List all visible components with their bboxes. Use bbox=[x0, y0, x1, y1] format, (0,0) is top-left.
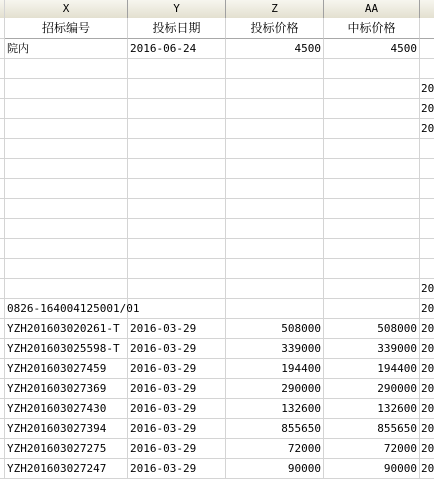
cell-bid-date[interactable] bbox=[128, 139, 226, 159]
cell-bid-number[interactable] bbox=[5, 79, 128, 99]
cell-bid-price[interactable]: 855650 bbox=[226, 419, 324, 439]
cell-win-price[interactable]: 508000 bbox=[324, 319, 420, 339]
cell-win-price[interactable]: 339000 bbox=[324, 339, 420, 359]
table-row bbox=[0, 459, 434, 479]
cell-bid-price[interactable]: 194400 bbox=[226, 359, 324, 379]
header-cell-bid-number[interactable]: 招标编号 bbox=[5, 18, 128, 39]
table-row bbox=[0, 319, 434, 339]
cell-ab[interactable] bbox=[420, 239, 434, 259]
cell-bid-date[interactable]: 2016-06-24 bbox=[128, 39, 226, 59]
cell-bid-date[interactable]: 2016-03-29 bbox=[128, 439, 226, 459]
cell-bid-price[interactable] bbox=[226, 79, 324, 99]
cell-bid-price[interactable] bbox=[226, 159, 324, 179]
table-row bbox=[0, 219, 434, 239]
cell-ab[interactable]: 20 bbox=[420, 379, 434, 399]
cell-bid-price[interactable] bbox=[226, 99, 324, 119]
cell-win-price[interactable] bbox=[324, 199, 420, 219]
cell-bid-number[interactable]: YZH201603027275 bbox=[5, 439, 128, 459]
table-row bbox=[0, 299, 434, 319]
table-row bbox=[0, 339, 434, 359]
cell-win-price[interactable] bbox=[324, 59, 420, 79]
column-header-x[interactable]: X bbox=[5, 0, 128, 18]
cell-win-price[interactable] bbox=[324, 299, 420, 319]
cell-win-price[interactable] bbox=[324, 139, 420, 159]
column-header-aa[interactable]: AA bbox=[324, 0, 420, 18]
table-row bbox=[0, 199, 434, 219]
cell-bid-price[interactable] bbox=[226, 239, 324, 259]
cell-bid-number[interactable]: YZH201603027394 bbox=[5, 419, 128, 439]
cell-ab[interactable]: 20 bbox=[420, 459, 434, 479]
cell-win-price[interactable]: 4500 bbox=[324, 39, 420, 59]
cell-ab[interactable]: 20 bbox=[420, 419, 434, 439]
header-cell-win-price[interactable]: 中标价格 bbox=[324, 18, 420, 39]
table-row bbox=[0, 259, 434, 279]
cell-bid-price[interactable] bbox=[226, 59, 324, 79]
cell-bid-date[interactable] bbox=[128, 299, 226, 319]
cell-bid-number[interactable] bbox=[5, 279, 128, 299]
cell-bid-date[interactable] bbox=[128, 59, 226, 79]
cell-bid-date[interactable]: 2016-03-29 bbox=[128, 399, 226, 419]
cell-ab[interactable]: 20 bbox=[420, 99, 434, 119]
table-row bbox=[0, 359, 434, 379]
cell-bid-number[interactable]: YZH201603020261-T bbox=[5, 319, 128, 339]
cell-bid-date[interactable]: 2016-03-29 bbox=[128, 319, 226, 339]
cell-bid-number[interactable]: YZH201603027369 bbox=[5, 379, 128, 399]
cell-ab[interactable] bbox=[420, 219, 434, 239]
cell-bid-price[interactable] bbox=[226, 219, 324, 239]
cell-bid-number[interactable] bbox=[5, 159, 128, 179]
table-row bbox=[0, 39, 434, 59]
cell-bid-number[interactable] bbox=[5, 119, 128, 139]
cell-bid-number[interactable] bbox=[5, 219, 128, 239]
cell-ab[interactable] bbox=[420, 59, 434, 79]
cell-bid-date[interactable] bbox=[128, 119, 226, 139]
cell-bid-number[interactable] bbox=[5, 179, 128, 199]
header-row bbox=[0, 18, 434, 39]
cell-win-price[interactable] bbox=[324, 99, 420, 119]
cell-win-price[interactable]: 132600 bbox=[324, 399, 420, 419]
cell-bid-number[interactable]: 0826-164004125001/01 bbox=[5, 299, 128, 319]
cell-bid-price[interactable] bbox=[226, 279, 324, 299]
cell-win-price[interactable] bbox=[324, 79, 420, 99]
cell-bid-date[interactable] bbox=[128, 99, 226, 119]
header-cell-bid-price[interactable]: 投标价格 bbox=[226, 18, 324, 39]
cell-ab[interactable] bbox=[420, 159, 434, 179]
column-header-row bbox=[0, 0, 434, 18]
cell-win-price[interactable] bbox=[324, 179, 420, 199]
cell-bid-price[interactable] bbox=[226, 139, 324, 159]
cell-bid-price[interactable] bbox=[226, 179, 324, 199]
cell-bid-date[interactable]: 2016-03-29 bbox=[128, 379, 226, 399]
cell-ab[interactable] bbox=[420, 139, 434, 159]
cell-ab[interactable] bbox=[420, 199, 434, 219]
cell-ab[interactable] bbox=[420, 179, 434, 199]
header-cell-bid-date[interactable]: 投标日期 bbox=[128, 18, 226, 39]
table-row bbox=[0, 439, 434, 459]
cell-bid-number[interactable] bbox=[5, 99, 128, 119]
cell-ab[interactable]: 20 bbox=[420, 399, 434, 419]
table-row bbox=[0, 179, 434, 199]
table-row bbox=[0, 59, 434, 79]
cell-ab[interactable] bbox=[420, 259, 434, 279]
cell-win-price[interactable] bbox=[324, 239, 420, 259]
cell-win-price[interactable] bbox=[324, 259, 420, 279]
cell-bid-price[interactable]: 508000 bbox=[226, 319, 324, 339]
cell-win-price[interactable] bbox=[324, 119, 420, 139]
cell-ab[interactable]: 20 bbox=[420, 439, 434, 459]
cell-bid-date[interactable]: 2016-03-29 bbox=[128, 419, 226, 439]
cell-bid-date[interactable] bbox=[128, 219, 226, 239]
cell-bid-price[interactable] bbox=[226, 259, 324, 279]
cell-win-price[interactable]: 290000 bbox=[324, 379, 420, 399]
cell-bid-price[interactable]: 339000 bbox=[226, 339, 324, 359]
cell-bid-price[interactable] bbox=[226, 119, 324, 139]
cell-bid-date[interactable] bbox=[128, 159, 226, 179]
cell-ab[interactable]: 20 bbox=[420, 339, 434, 359]
table-row bbox=[0, 279, 434, 299]
cell-win-price[interactable]: 194400 bbox=[324, 359, 420, 379]
cell-bid-date[interactable] bbox=[128, 279, 226, 299]
cell-bid-number[interactable] bbox=[5, 59, 128, 79]
cell-bid-number[interactable]: YZH201603027430 bbox=[5, 399, 128, 419]
column-header-y[interactable]: Y bbox=[128, 0, 226, 18]
table-row bbox=[0, 119, 434, 139]
table-row bbox=[0, 239, 434, 259]
cell-bid-number[interactable] bbox=[5, 259, 128, 279]
cell-win-price[interactable]: 72000 bbox=[324, 439, 420, 459]
cell-bid-price[interactable]: 4500 bbox=[226, 39, 324, 59]
cell-bid-price[interactable]: 72000 bbox=[226, 439, 324, 459]
cell-bid-price[interactable]: 290000 bbox=[226, 379, 324, 399]
table-row bbox=[0, 419, 434, 439]
cell-bid-price[interactable] bbox=[226, 199, 324, 219]
column-header-ab[interactable] bbox=[420, 0, 434, 18]
cell-ab[interactable]: 20 bbox=[420, 359, 434, 379]
table-row bbox=[0, 159, 434, 179]
cell-bid-date[interactable] bbox=[128, 179, 226, 199]
cell-bid-number[interactable] bbox=[5, 239, 128, 259]
cell-ab[interactable]: 20 bbox=[420, 279, 434, 299]
cell-win-price[interactable]: 90000 bbox=[324, 459, 420, 479]
cell-bid-date[interactable]: 2016-03-29 bbox=[128, 459, 226, 479]
table-row bbox=[0, 139, 434, 159]
cell-bid-number[interactable]: 院内 bbox=[5, 39, 128, 59]
table-row bbox=[0, 79, 434, 99]
cell-bid-price[interactable] bbox=[226, 299, 324, 319]
header-cell-ab[interactable] bbox=[420, 18, 434, 39]
cell-bid-price[interactable]: 132600 bbox=[226, 399, 324, 419]
cell-bid-number[interactable] bbox=[5, 199, 128, 219]
cell-ab[interactable] bbox=[420, 39, 434, 59]
cell-bid-date[interactable]: 2016-03-29 bbox=[128, 339, 226, 359]
table-row bbox=[0, 399, 434, 419]
cell-bid-date[interactable] bbox=[128, 239, 226, 259]
column-header-z[interactable]: Z bbox=[226, 0, 324, 18]
cell-ab[interactable]: 20 bbox=[420, 119, 434, 139]
table-row bbox=[0, 99, 434, 119]
cell-ab[interactable]: 20 bbox=[420, 299, 434, 319]
cell-win-price[interactable] bbox=[324, 159, 420, 179]
cell-ab[interactable]: 20 bbox=[420, 319, 434, 339]
cell-bid-price[interactable]: 90000 bbox=[226, 459, 324, 479]
cell-ab[interactable]: 20 bbox=[420, 79, 434, 99]
cell-bid-date[interactable] bbox=[128, 199, 226, 219]
cell-bid-date[interactable]: 2016-03-29 bbox=[128, 359, 226, 379]
table-row bbox=[0, 379, 434, 399]
cell-bid-number[interactable]: YZH201603027247 bbox=[5, 459, 128, 479]
cell-win-price[interactable]: 855650 bbox=[324, 419, 420, 439]
cell-bid-number[interactable]: YZH201603025598-T bbox=[5, 339, 128, 359]
cell-bid-date[interactable] bbox=[128, 259, 226, 279]
cell-bid-date[interactable] bbox=[128, 79, 226, 99]
cell-win-price[interactable] bbox=[324, 219, 420, 239]
cell-win-price[interactable] bbox=[324, 279, 420, 299]
cell-bid-number[interactable] bbox=[5, 139, 128, 159]
cell-bid-number[interactable]: YZH201603027459 bbox=[5, 359, 128, 379]
